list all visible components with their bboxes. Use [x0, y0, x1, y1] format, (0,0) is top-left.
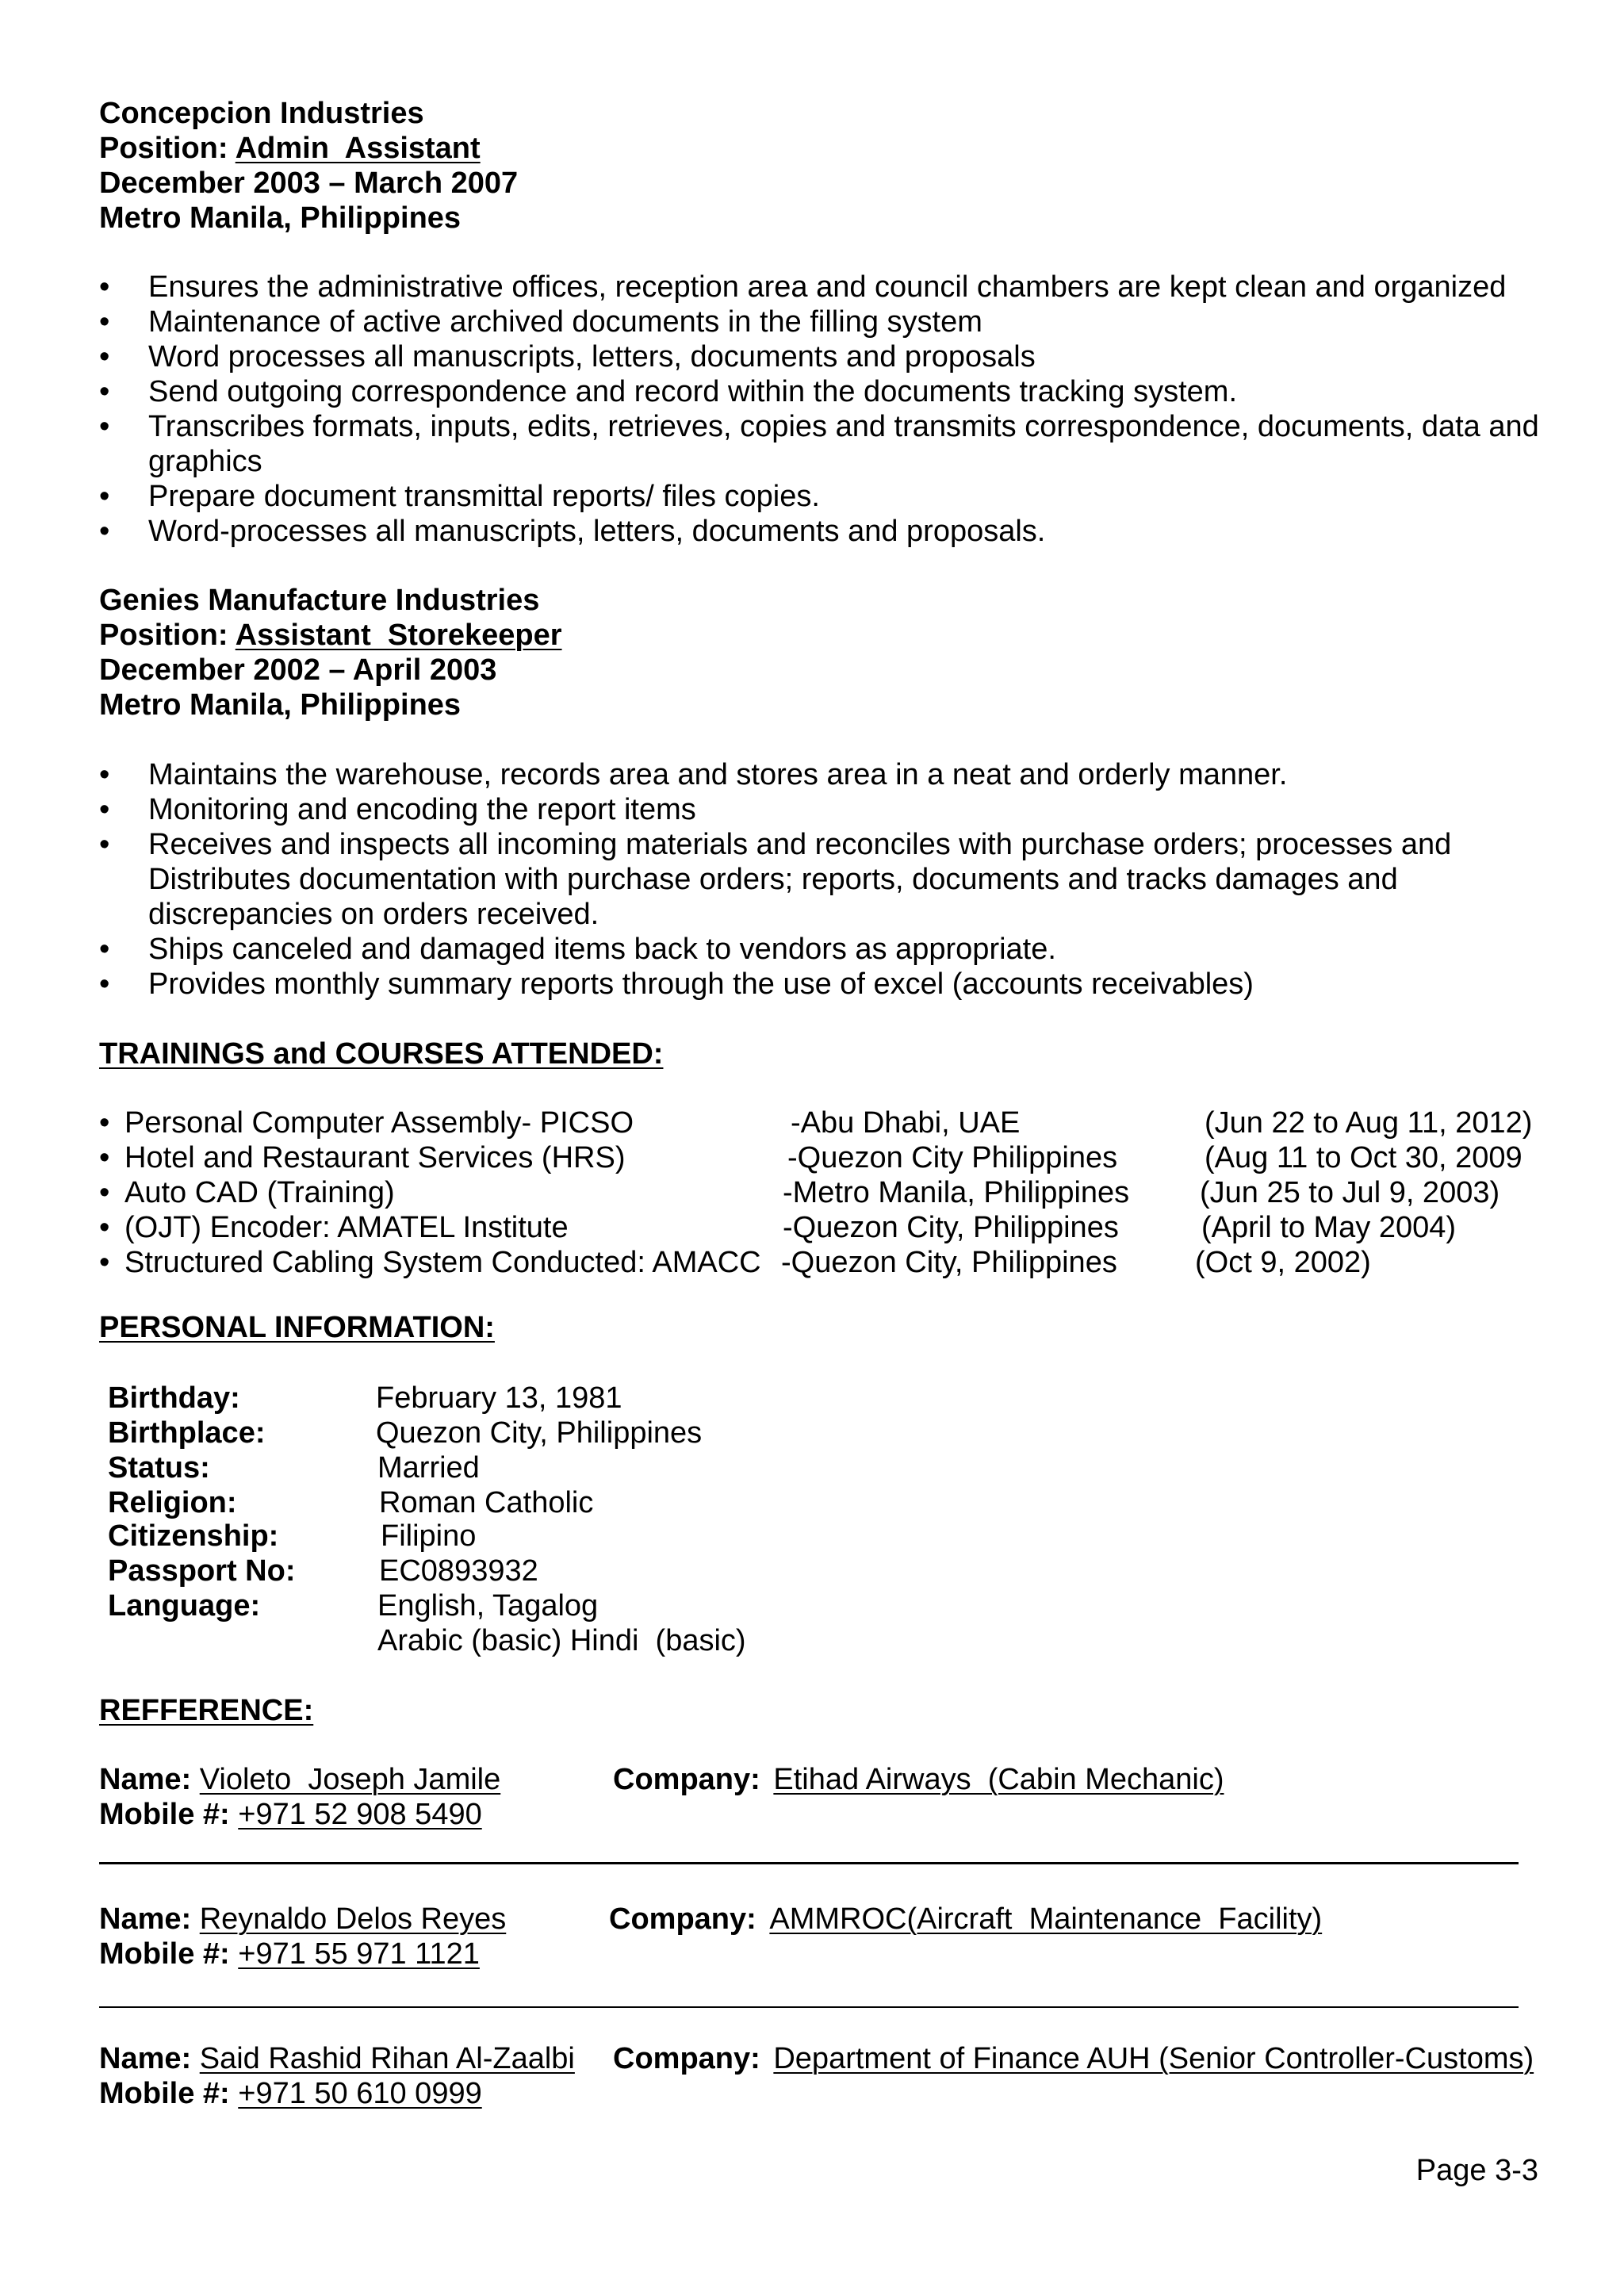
info-row-status: [108, 1450, 901, 1485]
training-dates: (Aug 11 to Oct 30, 2009: [1205, 1141, 1522, 1174]
company-label: Company:: [613, 2042, 760, 2075]
training-row: [99, 1140, 1590, 1175]
divider: [99, 2006, 1519, 2008]
bullet: •: [99, 1176, 110, 1209]
training-course: Hotel and Restaurant Services (HRS): [124, 1141, 626, 1174]
bullet: •: [99, 1246, 110, 1279]
info-row-birthday: [108, 1381, 901, 1416]
name-label: Name:: [99, 2042, 192, 2075]
reference-name: Said Rashid Rihan Al-Zaalbi: [199, 2042, 575, 2075]
job-location: Metro Manila, Philippines: [99, 201, 462, 235]
reference-name: Violeto Joseph Jamile: [199, 1763, 501, 1796]
list-item: • Prepare document transmittal reports/ files copies.: [99, 480, 820, 513]
training-dates: (Jun 25 to Jul 9, 2003): [1200, 1176, 1500, 1209]
training-dates: (April to May 2004): [1201, 1211, 1457, 1244]
list-item: • Send outgoing correspondence and record within the documents tracking system.: [99, 375, 1238, 408]
training-course: Structured Cabling System Conducted: AMACC: [124, 1246, 761, 1279]
info-row-religion: [108, 1485, 901, 1520]
reference-name-row: [99, 1762, 500, 1797]
job-company: Genies Manufacture Industries: [99, 584, 540, 617]
training-row: [99, 1105, 1590, 1140]
reference-mobile: +971 55 971 1121: [238, 1937, 480, 1971]
reference-mobile: +971 52 908 5490: [238, 1798, 482, 1831]
reference-company: Etihad Airways (Cabin Mechanic): [773, 1763, 1224, 1796]
info-value: EC0893932: [379, 1554, 538, 1588]
job-position: Position: Assistant Storekeeper: [99, 619, 562, 652]
job-duties-2: [99, 757, 1495, 1002]
page-number: Page 3-3: [1415, 2154, 1538, 2187]
reference-company: Department of Finance AUH (Senior Controller-Customs): [773, 2042, 1534, 2075]
job-dates: December 2002 – April 2003: [99, 653, 497, 687]
list-item: • Provides monthly summary reports through the use of excel (accounts receivables): [99, 967, 1254, 1001]
info-label: Birthday:: [108, 1381, 240, 1415]
info-value: Roman Catholic: [379, 1486, 594, 1519]
job-dates: December 2003 – March 2007: [99, 167, 519, 200]
reference-company-row: [609, 1902, 1322, 1937]
info-value: English, Tagalog: [377, 1589, 599, 1623]
info-label: Religion:: [108, 1486, 237, 1519]
training-place: -Quezon City, Philippines: [781, 1246, 1117, 1279]
list-item: • Maintains the warehouse, records area and stores area in a neat and orderly manner.: [99, 758, 1288, 791]
training-dates: (Oct 9, 2002): [1195, 1246, 1371, 1279]
info-label: Birthplace:: [108, 1416, 266, 1450]
name-label: Name:: [99, 1902, 192, 1936]
list-item: • Ships canceled and damaged items back to vendors as appropriate.: [99, 933, 1056, 966]
reference-mobile: +971 50 610 0999: [238, 2077, 482, 2110]
reference-name-row: [99, 1902, 506, 1937]
trainings-title: TRAININGS and COURSES ATTENDED:: [99, 1037, 664, 1071]
personal-title: PERSONAL INFORMATION:: [99, 1311, 495, 1344]
list-item: • Ensures the administrative offices, reception area and council chambers are kept clean and organized: [99, 270, 1507, 304]
mobile-label: Mobile #:: [99, 2077, 230, 2110]
company-label: Company:: [609, 1902, 756, 1936]
info-label: Passport No:: [108, 1554, 296, 1588]
divider: [99, 1862, 1519, 1864]
reference-company-row: [613, 2041, 1534, 2076]
company-label: Company:: [613, 1763, 760, 1796]
list-item: • Maintenance of active archived documents in the filling system: [99, 305, 982, 339]
reference-name-row: [99, 2041, 575, 2076]
training-course: Personal Computer Assembly- PICSO: [124, 1106, 634, 1140]
info-value: Arabic (basic) Hindi (basic): [377, 1624, 746, 1657]
job-location: Metro Manila, Philippines: [99, 688, 462, 722]
reference-mobile-row: [99, 2076, 482, 2111]
job-duties-1: [99, 270, 1558, 549]
job-header-2: [99, 583, 562, 722]
info-value: February 13, 1981: [376, 1381, 622, 1415]
job-position: Position: Admin Assistant: [99, 132, 481, 165]
list-item: • Word-processes all manuscripts, letters, documents and proposals.: [99, 515, 1046, 548]
reference-mobile-row: [99, 1937, 480, 1971]
reference-name: Reynaldo Delos Reyes: [199, 1902, 507, 1936]
bullet: •: [99, 1211, 110, 1244]
training-place: -Metro Manila, Philippines: [783, 1176, 1130, 1209]
name-label: Name:: [99, 1763, 192, 1796]
info-label: Citizenship:: [108, 1519, 279, 1553]
info-row-language: [108, 1588, 901, 1623]
training-place: -Quezon City Philippines: [787, 1141, 1118, 1174]
mobile-label: Mobile #:: [99, 1937, 230, 1971]
training-dates: (Jun 22 to Aug 11, 2012): [1205, 1106, 1533, 1140]
reference-title: REFFERENCE:: [99, 1694, 314, 1727]
info-label: Language:: [108, 1589, 261, 1623]
info-label: Status:: [108, 1451, 210, 1485]
training-place: -Quezon City, Philippines: [783, 1211, 1119, 1244]
info-value: Quezon City, Philippines: [376, 1416, 703, 1450]
list-item: • Monitoring and encoding the report items: [99, 793, 696, 826]
training-course: Auto CAD (Training): [124, 1176, 395, 1209]
job-header-1: [99, 96, 518, 236]
info-row-passport: [108, 1554, 901, 1588]
job-company: Concepcion Industries: [99, 97, 424, 130]
training-row: [99, 1245, 1590, 1280]
info-value: Filipino: [381, 1519, 477, 1553]
reference-company-row: [613, 1762, 1224, 1797]
mobile-label: Mobile #:: [99, 1798, 230, 1831]
reference-mobile-row: [99, 1797, 482, 1832]
list-item: • Receives and inspects all incoming materials and reconciles with purchase orders; processes and Distributes documentation with purchase orders; reports, documents and tracks damages and discrepancies on orders received.: [99, 828, 1452, 931]
info-row-language-extra: [108, 1623, 901, 1658]
bullet: •: [99, 1106, 110, 1140]
bullet: •: [99, 1141, 110, 1174]
list-item: • Word processes all manuscripts, letters, documents and proposals: [99, 340, 1036, 374]
training-row: [99, 1175, 1590, 1210]
training-row: [99, 1210, 1590, 1245]
info-row-citizenship: [108, 1519, 901, 1554]
info-row-birthplace: [108, 1416, 901, 1450]
training-course: (OJT) Encoder: AMATEL Institute: [124, 1211, 569, 1244]
info-value: Married: [377, 1451, 480, 1485]
reference-company: AMMROC(Aircraft Maintenance Facility): [769, 1902, 1323, 1936]
list-item: • Transcribes formats, inputs, edits, retrieves, copies and transmits correspondence, documents, data and graphics: [99, 410, 1539, 478]
training-place: -Abu Dhabi, UAE: [791, 1106, 1021, 1140]
